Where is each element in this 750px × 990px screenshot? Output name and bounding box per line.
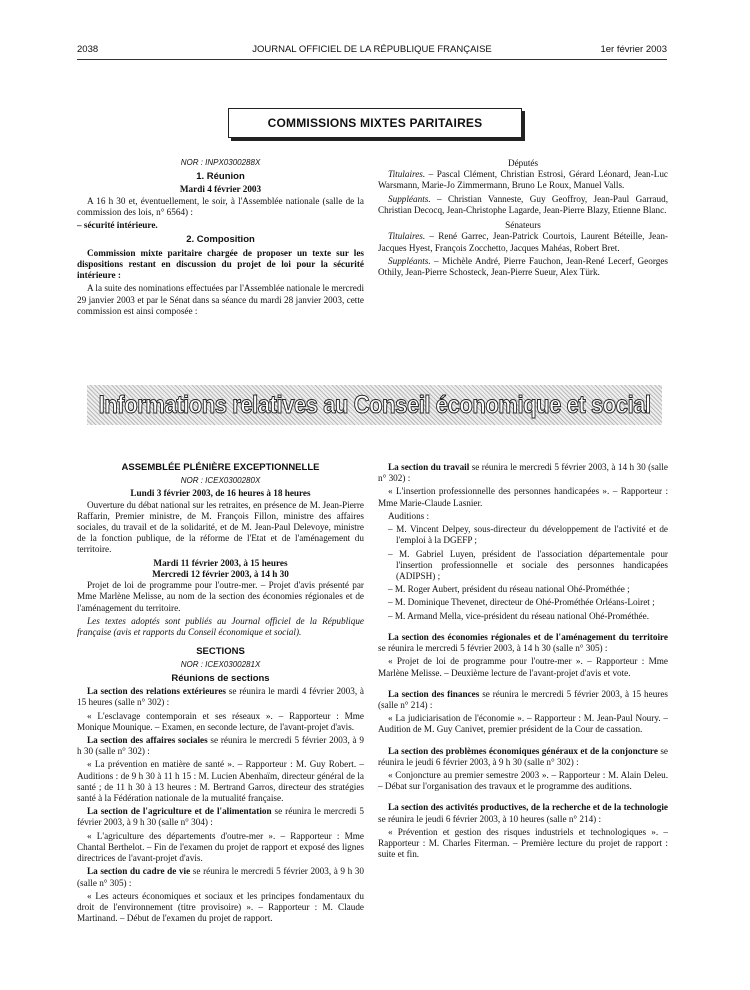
paragraph: « La judiciarisation de l'économie ». – Rapporteur : M. Jean-Paul Noury. – Audition de M. Guy Canivet, premier président de la Cour de cassation. [378, 713, 668, 735]
sections-title: SECTIONS [196, 646, 245, 658]
agenda-item: – sécurité intérieure. [77, 219, 158, 230]
section-meeting: La section des finances se réunira le mercredi 5 février 2003, à 15 heures (salle n° 214) : [378, 688, 668, 710]
section-title: 2. Composition [186, 234, 255, 246]
audition-item: – M. Armand Mella, vice-président du réseau national Ohé-Prométhée. [388, 610, 649, 621]
header-rule [77, 59, 667, 60]
auditions-list [378, 524, 668, 622]
paragraph: « Prévention et gestion des risques industriels et technologiques ». – Rapporteur : M. Charles Fiterman. – Première lecture du projet de rapport : suite et fin. [378, 826, 668, 860]
nor-reference: NOR : INPX0300288X [180, 158, 261, 167]
audition-item: – M. Dominique Thevenet, directeur de Ohé-Prométhée Orléans-Loiret ; [388, 597, 655, 608]
meeting-date: Mardi 11 février 2003, à 15 heures [153, 557, 288, 568]
page-header [77, 44, 667, 58]
meeting-date: Mercredi 12 février 2003, à 14 h 30 [152, 568, 289, 579]
page-number: 2038 [77, 44, 99, 55]
journal-title: JOURNAL OFFICIEL DE LA RÉPUBLIQUE FRANÇAISE [252, 44, 492, 55]
paragraph: « Conjoncture au premier semestre 2003 ». – Rapporteur : M. Alain Deleu. – Débat sur l'organisation des travaux et le programme des auditions. [378, 770, 668, 792]
paragraph: « L'esclavage contemporain et ses réseaux ». – Rapporteur : Mme Monique Mounique. – Examen, en seconde lecture, de l'avant-projet d'avis. [77, 710, 364, 732]
audition-item: – M. Roger Aubert, président du réseau national Ohé-Prométhée ; [388, 584, 630, 595]
section-meeting: La section des problèmes économiques généraux et de la conjoncture se réunira le jeudi 6 février 2003, à 9 h 30 (salle n° 302) : [378, 745, 669, 767]
paragraph: Commission mixte paritaire chargée de proposer un texte sur les dispositions restant en discussion du projet de loi pour la sécurité intérieure : [77, 247, 364, 281]
paragraph: « La prévention en matière de santé ». – Rapporteur : M. Guy Robert. – Auditions : de 9 h 30 à 11 h 15 : M. Lucien Abenhaïm, directeur général de la santé ; de 11 h 30 à 13 heures : M. Bertrand Garros, directeur des stratégies santé à la Fédération nationale de la mutualité française. [77, 759, 364, 804]
paragraph: A la suite des nominations effectuées par l'Assemblée nationale le mercredi 29 janvier 2003 et par le Sénat dans sa séance du mardi 28 janvier 2003, cette commission est ainsi composée : [77, 283, 365, 316]
nor-reference: NOR : ICEX0300280X [180, 475, 261, 485]
section-meeting: La section des économies régionales et de l'aménagement du territoire se réunira le mercredi 5 février 2003, à 14 h 30 (salle n° 305) : [378, 631, 668, 654]
plenary-title: ASSEMBLÉE PLÉNIÈRE EXCEPTIONNELLE [121, 462, 320, 473]
ces-right-column [378, 462, 668, 863]
section-title: 1. Réunion [196, 170, 245, 182]
issue-date: 1er février 2003 [600, 44, 667, 55]
section-meeting: La section des affaires sociales se réunira le mercredi 5 février 2003, à 9 h 30 (salle n° 302) : [77, 734, 364, 757]
meeting-date: Mardi 4 février 2003 [179, 184, 262, 195]
section-meeting: La section du cadre de vie se réunira le mercredi 5 février 2003, à 9 h 30 (salle n° 305) : [77, 866, 364, 888]
member-list: Suppléants. – Christian Vanneste, Guy Geoffroy, Jean-Paul Garraud, Christian Decocq, Jean-Christophe Lagarde, Jean-Pierre Blazy, Etienne Blanc. [378, 193, 668, 215]
commissions-left-column [77, 158, 364, 319]
commissions-banner-text: COMMISSIONS MIXTES PARITAIRES [267, 115, 483, 130]
audition-item: – M. Gabriel Luyen, président de l'association départementale pour l'insertion professionnelle et sociale des personnes handicapées (ADIPSH) ; [388, 548, 668, 581]
section-meeting: La section des relations extérieures se réunira le mardi 4 février 2003, à 15 heures (salle n° 302) : [77, 686, 364, 708]
member-list: Titulaires. – René Garrec, Jean-Patrick Courtois, Laurent Béteille, Jean-Jacques Hyest, François Zocchetto, Jacques Mahéas, Robert Bret. [378, 231, 668, 253]
paragraph: « L'insertion professionnelle des personnes handicapées ». – Rapporteur : Mme Marie-Claude Lasnier. [378, 486, 668, 508]
paragraph: « L'agriculture des départements d'outre-mer ». – Rapporteur : Mme Chantal Berthelot. – Fin de l'examen du projet de rapport et exposé des lignes directrices de l'avant-projet d'avis. [77, 830, 364, 864]
ces-banner-text: Informations relatives au Conseil économique et social [98, 390, 651, 419]
subsection-title: Réunions de sections [171, 672, 270, 684]
paragraph: « Les acteurs économiques et sociaux et les principes fondamentaux du droit de l'environnement (titre provisoire) ». – Rapporteur : M. Claude Martinand. – Début de l'examen du projet de rapport. [77, 890, 364, 924]
commissions-right-column [378, 158, 668, 280]
member-list: Suppléants. – Michèle André, Pierre Fauchon, Jean-René Lecerf, Georges Othily, Jean-Pierre Schosteck, Jean-Pierre Sueur, Alex Türk. [378, 255, 668, 277]
commissions-banner [228, 108, 522, 138]
ces-left-column [77, 462, 364, 926]
paragraph: Projet de loi de programme pour l'outre-mer. – Projet d'avis présenté par Mme Marlène Melisse, au nom de la section des économies régionales et de l'aménagement du territoire. [77, 580, 364, 613]
section-meeting: La section du travail se réunira le mercredi 5 février 2003, à 14 h 30 (salle n° 302) : [378, 462, 668, 484]
section-meeting: La section de l'agriculture et de l'alimentation se réunira le mercredi 5 février 2003, à 9 h 30 (salle n° 304) : [77, 806, 364, 828]
paragraph: « Projet de loi de programme pour l'outre-mer ». – Rapporteur : Mme Marlène Melisse. – Deuxième lecture de l'avant-projet d'avis et vote. [378, 656, 668, 678]
auditions-label: Auditions : [388, 510, 430, 521]
note: Les textes adoptés sont publiés au Journal officiel de la République française (avis et rapports du Conseil économique et social). [77, 615, 364, 637]
section-meeting: La section des activités productives, de la recherche et de la technologie se réunira le jeudi 6 février 2003, à 10 heures (salle n° 214) : [378, 802, 668, 824]
audition-item: – M. Vincent Delpey, sous-directeur du développement de l'activité et de l'emploi à la DGEFP ; [388, 524, 668, 546]
group-title: Députés [507, 158, 539, 168]
paragraph: A 16 h 30 et, éventuellement, le soir, à l'Assemblée nationale (salle de la commission des lois, n° 6564) : [77, 195, 364, 217]
group-title: Sénateurs [505, 220, 541, 231]
meeting-date: Lundi 3 février 2003, de 16 heures à 18 heures [130, 488, 311, 499]
nor-reference: NOR : ICEX0300281X [180, 659, 261, 669]
ces-banner [87, 385, 662, 425]
paragraph: Ouverture du débat national sur les retraites, en présence de M. Jean-Pierre Raffarin, Premier ministre, de M. François Fillon, ministre des affaires sociales, du travail et de la solidarité, et de M. Jean-Paul Delevoye, ministre de la fonction publique, de la réforme de l'Etat et de l'aménagement du territoire. [77, 499, 364, 555]
member-list: Titulaires. – Pascal Clément, Christian Estrosi, Gérard Léonard, Jean-Luc Warsmann, Marie-Jo Zimmermann, Bruno Le Roux, Manuel Valls. [378, 169, 668, 191]
